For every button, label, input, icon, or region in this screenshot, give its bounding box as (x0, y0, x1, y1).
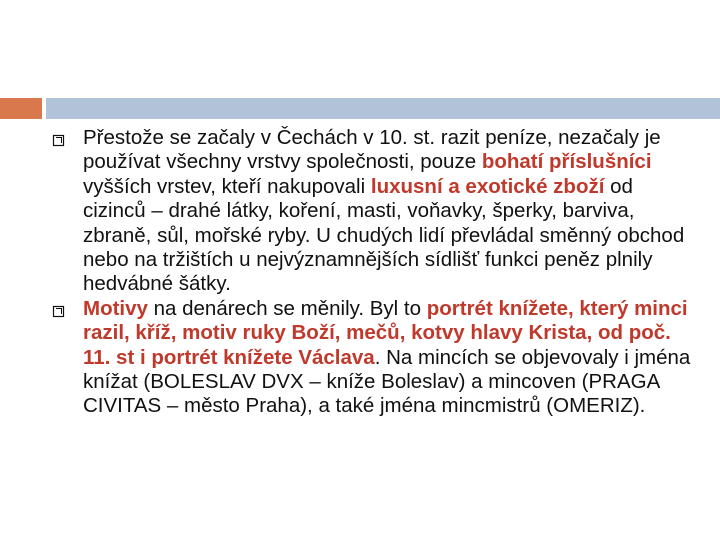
bullet-2-emphasis-b: portrét knížete, který minci razil, kříž, motiv ruky Boží, mečů, kotvy hlavy Krista, od poč. 11. st i portrét knížete Václava (83, 296, 688, 369)
header-accent-blue (46, 98, 720, 119)
bullet-1-text-b: vyšších vrstev, kteří nakupovali (83, 174, 371, 198)
bullet-1-text-c: od cizinců – drahé látky, koření, masti, voňavky, šperky, barviva, zbraně, sůl, mořské ryby. U chudých lidí převládal směnný obchod nebo na tržištích u nejvýznamnějších sídlišť funkci peněz plnily hedvábné šátky. (83, 174, 685, 296)
bullet-item-1 (52, 126, 692, 297)
bullet-2-text-b: . Na mincích se objevovaly i jména knížat (BOLESLAV DVX – kníže Boleslav) a mincoven (PRAGA CIVITAS – město Praha), a také jména mincmistrů (OMERIZ). (83, 345, 691, 418)
header-accent-orange (0, 98, 42, 119)
bullet-1-emphasis-b: luxusní a exotické zboží (370, 174, 605, 198)
bullet-list (52, 126, 692, 419)
bullet-1-emphasis-a: bohatí příslušníci (481, 150, 652, 174)
hollow-square-bullet-icon (52, 305, 65, 318)
hollow-square-bullet-icon (52, 134, 65, 147)
bullet-item-2 (52, 297, 692, 419)
bullet-2-emphasis-a: Motivy (83, 296, 148, 320)
bullet-1-text-a: Přestože se začaly v Čechách v 10. st. razit peníze, nezačaly je používat všechny vrstvy společnosti, pouze (83, 126, 661, 174)
bullet-2-text-a: na denárech se měnily. Byl to (147, 296, 427, 320)
